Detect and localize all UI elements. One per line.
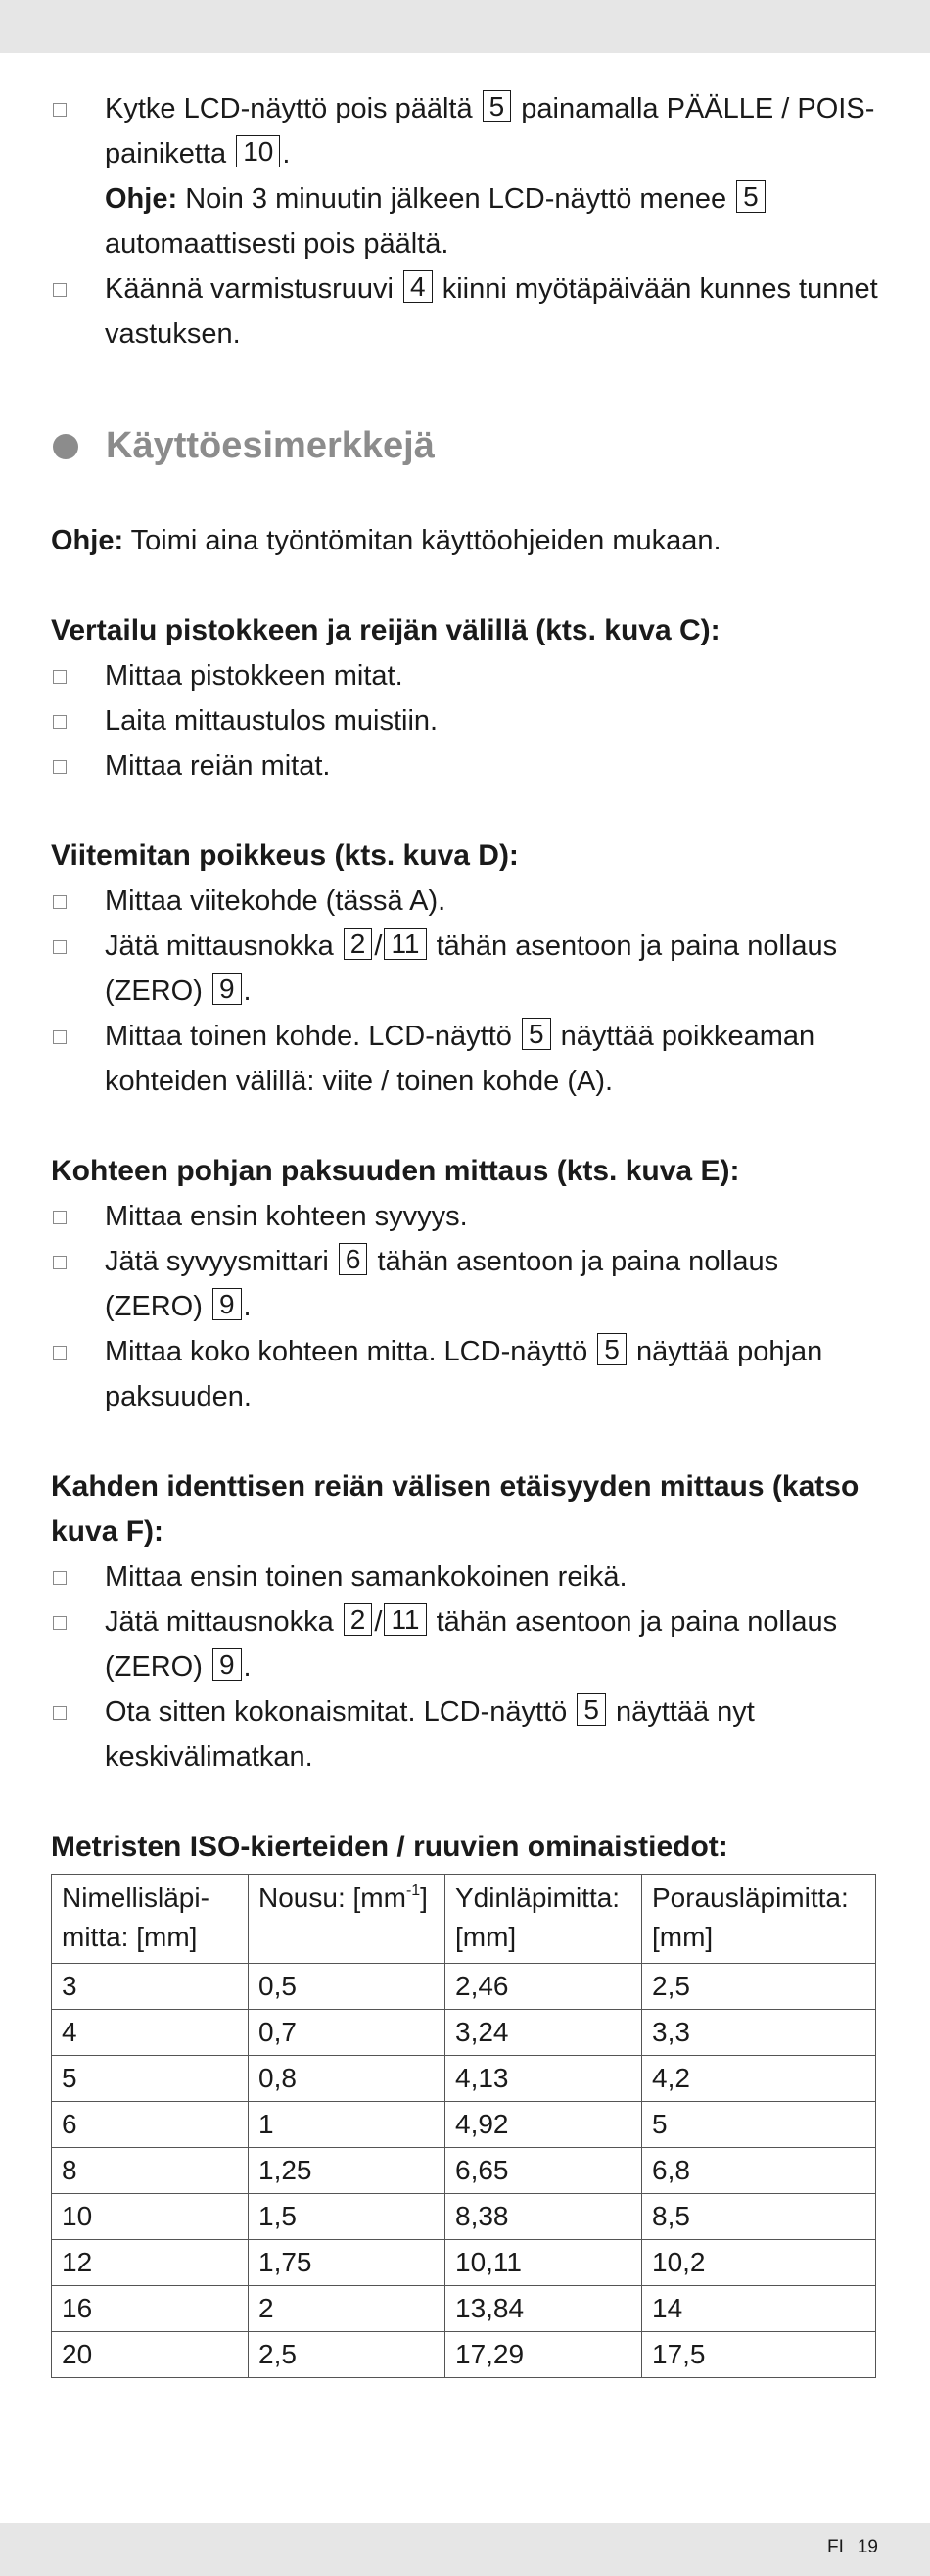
table-cell: 3 (52, 1964, 249, 2010)
item-text: painamalla PÄÄLLE / POIS-painiketta (105, 93, 875, 169)
item-text: Mittaa reiän mitat. (105, 750, 331, 782)
table-cell: 17,5 (642, 2332, 876, 2378)
item-text: tähän asentoon ja paina nollaus (ZERO) (105, 930, 838, 1007)
checkbox-square-icon (53, 1211, 67, 1224)
table-cell: 1 (249, 2102, 445, 2148)
list-item (51, 1554, 883, 1599)
item-text: näyttää nyt keskivälimatkan. (105, 1696, 755, 1773)
table-cell: 3,3 (642, 2010, 876, 2056)
table-cell: 1,75 (249, 2240, 445, 2286)
table-row (52, 2240, 876, 2286)
item-text: . (243, 1291, 252, 1322)
item-text: Mittaa ensin toinen samankokoinen reikä. (105, 1561, 628, 1593)
item-text: Ota sitten kokonaismitat. LCD-näyttö (105, 1696, 568, 1728)
table-body (52, 1964, 876, 2378)
table-row (52, 2010, 876, 2056)
list-item (51, 653, 883, 698)
item-text: Kytke LCD-näyttö pois päältä (105, 93, 473, 124)
table-row (52, 2194, 876, 2240)
table-cell: 2,5 (642, 1964, 876, 2010)
list-item (51, 1599, 883, 1690)
page-number: 19 (857, 2537, 878, 2557)
checkbox-square-icon (53, 1706, 67, 1720)
header-superscript: -1 (405, 1883, 421, 1899)
item-text: Mittaa koko kohteen mitta. LCD-näyttö (105, 1336, 588, 1367)
table-cell: 4,2 (642, 2056, 876, 2102)
col-header-core: Ydinläpimitta: [mm] (445, 1875, 642, 1964)
table-row (52, 1964, 876, 2010)
item-text: . (243, 1651, 252, 1683)
note-text: Noin 3 minuutin jälkeen LCD-näyttö menee (185, 183, 727, 215)
page-footer (827, 2537, 878, 2558)
col-header-pitch (249, 1875, 445, 1964)
list-item (51, 924, 883, 1014)
header-text: Nousu: [mm (258, 1883, 406, 1913)
part-ref: 11 (384, 1603, 426, 1636)
list-item-lcd-off (51, 86, 883, 176)
item-text: Mittaa pistokkeen mitat. (105, 660, 403, 692)
part-ref: 9 (212, 973, 242, 1005)
col-header-drill: Porausläpimitta: [mm] (642, 1875, 876, 1964)
list-item (51, 1239, 883, 1329)
note-label: Ohje: (51, 525, 124, 556)
distance-title: Kahden identtisen reiän välisen etäisyyden mittaus (katso kuva F): (51, 1470, 860, 1548)
table-cell: 10,11 (445, 2240, 642, 2286)
col-header-nominal: Nimellisläpi-mitta: [mm] (52, 1875, 249, 1964)
table-row (52, 2056, 876, 2102)
table-cell: 8,38 (445, 2194, 642, 2240)
part-ref: 5 (736, 180, 766, 213)
note-text: Toimi aina työntömitan käyttöohjeiden mukaan. (130, 525, 721, 556)
table-cell: 0,8 (249, 2056, 445, 2102)
table-cell: 6,65 (445, 2148, 642, 2194)
table-cell: 2,5 (249, 2332, 445, 2378)
footer-band (0, 2523, 930, 2576)
part-ref: 9 (212, 1288, 242, 1320)
checkbox-square-icon (53, 103, 67, 117)
table-cell: 8,5 (642, 2194, 876, 2240)
table-row (52, 2102, 876, 2148)
checkbox-square-icon (53, 760, 67, 774)
separator: / (374, 930, 383, 962)
checkbox-square-icon (53, 1030, 67, 1044)
list-item (51, 1014, 883, 1104)
item-text: kiinni myötäpäivään kunnes tunnet vastuksen. (105, 273, 878, 350)
deviation-title: Viitemitan poikkeus (kts. kuva D): (51, 839, 519, 872)
header-band (0, 0, 930, 53)
table-cell: 10 (52, 2194, 249, 2240)
separator: / (374, 1606, 383, 1638)
checkbox-square-icon (53, 940, 67, 954)
table-cell: 4 (52, 2010, 249, 2056)
item-text: Laita mittaustulos muistiin. (105, 705, 439, 737)
item-text: tähän asentoon ja paina nollaus (ZERO) (105, 1246, 779, 1322)
item-text: Mittaa toinen kohde. LCD-näyttö (105, 1021, 512, 1052)
section-title-text: Käyttöesimerkkejä (106, 425, 435, 466)
checkbox-square-icon (53, 1256, 67, 1269)
part-ref: 5 (597, 1333, 627, 1365)
part-ref: 2 (344, 1603, 373, 1636)
section-title (51, 425, 883, 467)
part-ref: 5 (483, 90, 512, 122)
table-cell: 2 (249, 2286, 445, 2332)
table-cell: 5 (642, 2102, 876, 2148)
table-cell: 17,29 (445, 2332, 642, 2378)
part-ref: 4 (403, 270, 433, 303)
table-cell: 0,5 (249, 1964, 445, 2010)
part-ref: 10 (236, 135, 280, 167)
part-ref: 5 (522, 1018, 551, 1050)
table-cell: 6,8 (642, 2148, 876, 2194)
thickness-title: Kohteen pohjan paksuuden mittaus (kts. kuva E): (51, 1155, 740, 1187)
header-text: ] (420, 1883, 428, 1913)
checkbox-square-icon (53, 670, 67, 684)
item-text: Mittaa ensin kohteen syvyys. (105, 1201, 468, 1232)
table-cell: 10,2 (642, 2240, 876, 2286)
table-header-row (52, 1875, 876, 1964)
list-item (51, 879, 883, 924)
item-text: Jätä mittausnokka (105, 1606, 334, 1638)
item-text: Mittaa viitekohde (tässä A). (105, 885, 446, 917)
part-ref: 9 (212, 1648, 242, 1681)
part-ref: 2 (344, 928, 373, 960)
checkbox-square-icon (53, 283, 67, 297)
table-cell: 4,13 (445, 2056, 642, 2102)
note-text: automaattisesti pois päältä. (105, 228, 449, 260)
page-content (51, 86, 883, 2378)
table-cell: 20 (52, 2332, 249, 2378)
iso-thread-table (51, 1874, 876, 2378)
list-item (51, 743, 883, 788)
table-cell: 3,24 (445, 2010, 642, 2056)
general-note (51, 518, 883, 563)
note-label: Ohje: (105, 183, 178, 215)
table-cell: 1,5 (249, 2194, 445, 2240)
item-text: Jätä mittausnokka (105, 930, 334, 962)
table-cell: 2,46 (445, 1964, 642, 2010)
checkbox-square-icon (53, 1616, 67, 1630)
table-cell: 4,92 (445, 2102, 642, 2148)
item-text: Jätä syvyysmittari (105, 1246, 329, 1277)
table-cell: 6 (52, 2102, 249, 2148)
item-text: . (243, 976, 252, 1007)
list-item (51, 1329, 883, 1419)
list-item (51, 1194, 883, 1239)
list-item (51, 698, 883, 743)
checkbox-square-icon (53, 715, 67, 729)
list-item (51, 1690, 883, 1780)
table-cell: 16 (52, 2286, 249, 2332)
compare-title: Vertailu pistokkeen ja reijän välillä (kts. kuva C): (51, 614, 721, 646)
part-ref: 6 (339, 1243, 368, 1275)
table-row (52, 2332, 876, 2378)
item-text: näyttää poikkeaman kohteiden välillä: viite / toinen kohde (A). (105, 1021, 815, 1097)
item-text: näyttää pohjan paksuuden. (105, 1336, 823, 1412)
checkbox-square-icon (53, 1346, 67, 1360)
item-text: . (282, 138, 291, 169)
table-cell: 8 (52, 2148, 249, 2194)
table-row (52, 2148, 876, 2194)
bullet-dot-icon (53, 434, 78, 459)
iso-table-title: Metristen ISO-kierteiden / ruuvien ominaistiedot: (51, 1831, 728, 1863)
checkbox-square-icon (53, 1571, 67, 1585)
table-cell: 13,84 (445, 2286, 642, 2332)
item-text: tähän asentoon ja paina nollaus (ZERO) (105, 1606, 838, 1683)
table-cell: 5 (52, 2056, 249, 2102)
part-ref: 11 (384, 928, 426, 960)
lcd-note (51, 176, 883, 266)
table-row (52, 2286, 876, 2332)
part-ref: 5 (577, 1693, 606, 1726)
checkbox-square-icon (53, 895, 67, 909)
table-cell: 0,7 (249, 2010, 445, 2056)
item-text: Käännä varmistusruuvi (105, 273, 394, 305)
table-cell: 12 (52, 2240, 249, 2286)
list-item-lock-screw (51, 266, 883, 357)
footer-lang: FI (826, 2537, 844, 2557)
table-cell: 1,25 (249, 2148, 445, 2194)
table-cell: 14 (642, 2286, 876, 2332)
